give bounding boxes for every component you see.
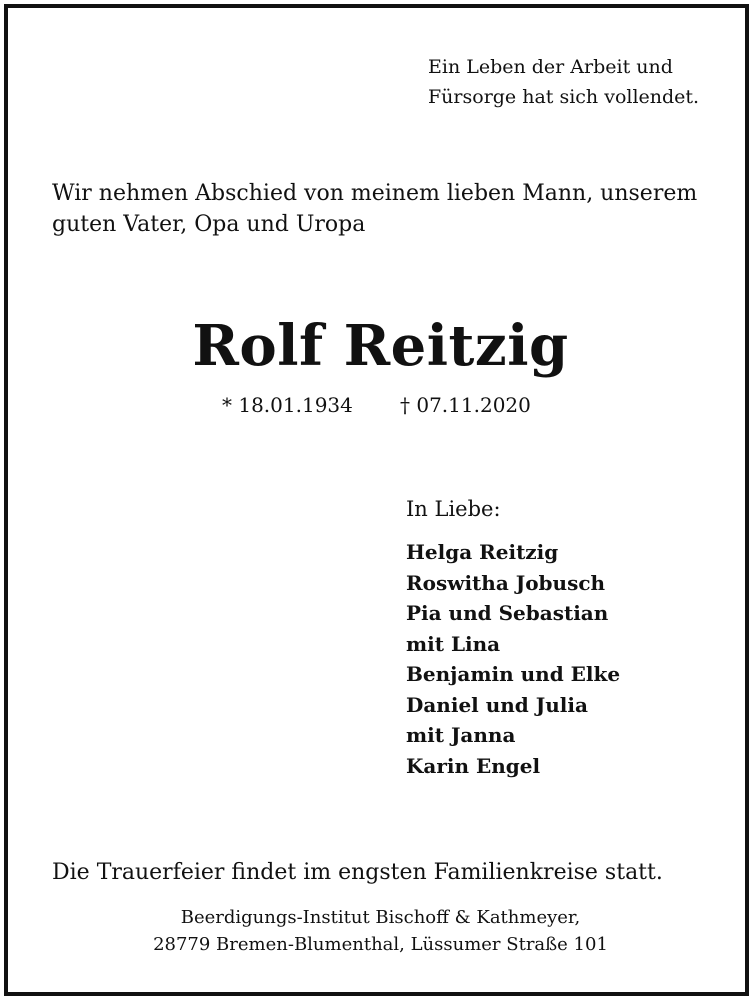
birth-date: * 18.01.1934 bbox=[222, 393, 353, 417]
motto-line-2: Fürsorge hat sich vollendet. bbox=[428, 86, 700, 108]
obituary-frame bbox=[4, 4, 749, 996]
death-date: † 07.11.2020 bbox=[400, 393, 531, 417]
motto-line-1: Ein Leben der Arbeit und bbox=[428, 56, 673, 78]
mourner-name: mit Janna bbox=[406, 723, 516, 747]
undertaker-address: 28779 Bremen-Blumenthal, Lüssumer Straße 101 bbox=[153, 934, 608, 955]
motto-quote bbox=[428, 52, 699, 112]
mourner-name: Daniel und Julia bbox=[406, 692, 588, 717]
farewell-intro bbox=[52, 178, 722, 240]
undertaker-name: Beerdigungs-Institut Bischoff & Kathmeyer, bbox=[180, 907, 581, 928]
ceremony-notice: Die Trauerfeier findet im engsten Familienkreise statt. bbox=[52, 860, 663, 885]
mourner-name: Pia und Sebastian bbox=[406, 601, 609, 625]
mourner-name: Roswitha Jobusch bbox=[406, 570, 606, 595]
mourners-list bbox=[406, 537, 620, 781]
deceased-name: Rolf Reitzig bbox=[192, 313, 569, 379]
undertaker-info bbox=[8, 904, 753, 958]
intro-line-2: guten Vater, Opa und Uropa bbox=[52, 212, 366, 237]
mourner-name: Helga Reitzig bbox=[406, 540, 559, 564]
mourners-heading: In Liebe: bbox=[406, 497, 501, 521]
mourner-name: mit Lina bbox=[406, 631, 501, 656]
mourner-name: Benjamin und Elke bbox=[406, 662, 621, 686]
intro-line-1: Wir nehmen Abschied von meinem lieben Mann, unserem bbox=[52, 181, 698, 206]
mourner-name: Karin Engel bbox=[406, 753, 541, 778]
